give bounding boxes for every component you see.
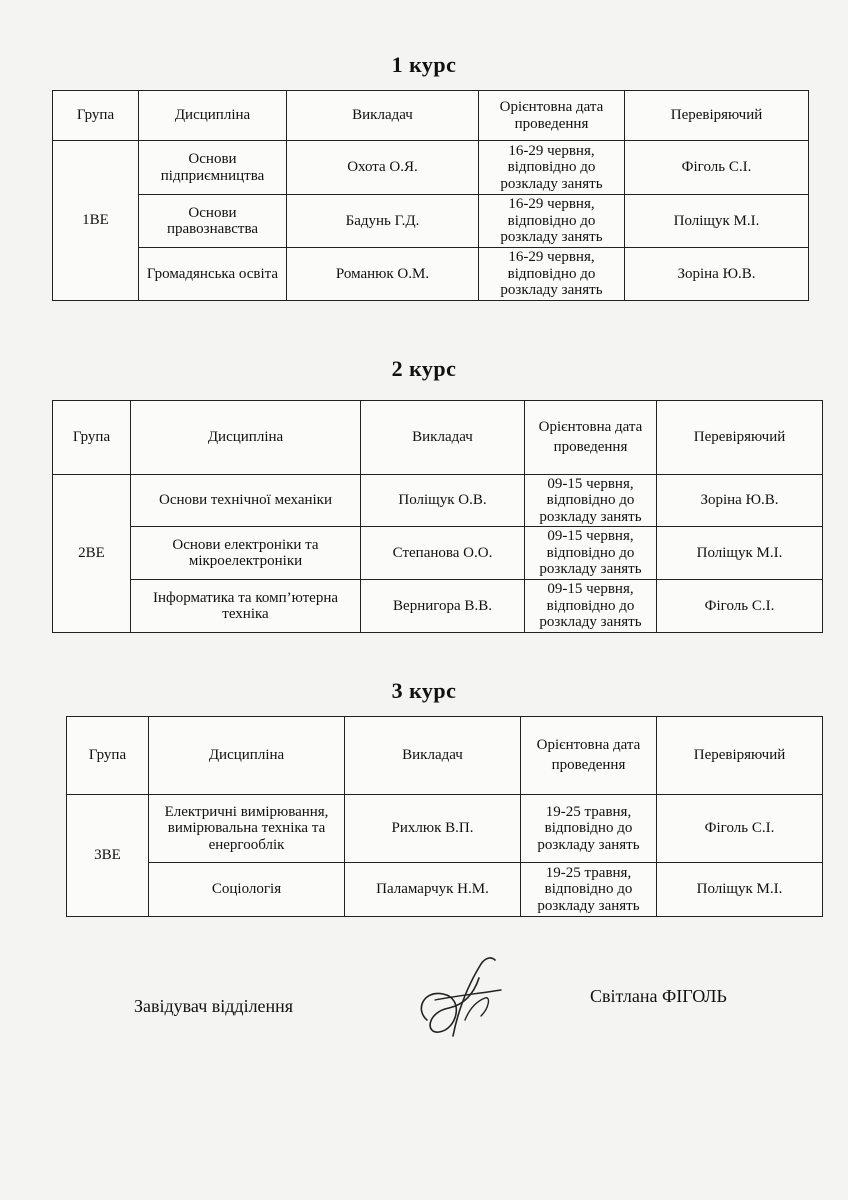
group-cell: 2ВЕ	[53, 475, 131, 633]
discipline-cell: Основи технічної механіки	[131, 475, 361, 527]
course-2-title: 2 курс	[391, 356, 457, 381]
signatory-position: Завідувач відділення	[134, 996, 294, 1016]
header-checker: Перевіряючий	[657, 401, 823, 475]
teacher-cell: Бадунь Г.Д.	[287, 195, 479, 248]
date-cell: 16-29 червня, відповідно до розкладу занять	[479, 195, 625, 248]
signatory-name: Світлана ФІГОЛЬ	[590, 986, 727, 1006]
group-cell: 1ВЕ	[53, 141, 139, 301]
signature-image	[405, 950, 515, 1050]
teacher-cell: Охота О.Я.	[287, 141, 479, 195]
date-cell: 16-29 червня, відповідно до розкладу занять	[479, 248, 625, 301]
header-teacher: Викладач	[287, 91, 479, 141]
teacher-cell: Паламарчук Н.М.	[345, 863, 521, 917]
table-row	[53, 580, 823, 633]
date-cell: 19-25 травня, відповідно до розкладу занять	[521, 795, 657, 863]
table-row	[67, 863, 823, 917]
table-row	[53, 475, 823, 527]
table-row	[53, 248, 809, 301]
header-date: Орієнтовна дата проведення	[525, 401, 657, 475]
teacher-cell: Романюк О.М.	[287, 248, 479, 301]
table-row	[53, 527, 823, 580]
checker-cell: Зоріна Ю.В.	[657, 475, 823, 527]
header-checker: Перевіряючий	[657, 717, 823, 795]
header-discipline: Дисципліна	[139, 91, 287, 141]
course-1-title: 1 курс	[391, 52, 457, 77]
discipline-cell: Інформатика та комп’ютерна техніка	[131, 580, 361, 633]
table-header-row	[67, 717, 823, 795]
discipline-cell: Основи підприємництва	[139, 141, 287, 195]
header-teacher: Викладач	[361, 401, 525, 475]
discipline-cell: Основи електроніки та мікроелектроніки	[131, 527, 361, 580]
checker-cell: Поліщук М.І.	[625, 195, 809, 248]
discipline-cell: Основи правознавства	[139, 195, 287, 248]
course-3-title: 3 курс	[391, 678, 457, 703]
table-header-row	[53, 401, 823, 475]
date-cell: 16-29 червня, відповідно до розкладу занять	[479, 141, 625, 195]
checker-cell: Фіголь С.І.	[625, 141, 809, 195]
checker-cell: Фіголь С.І.	[657, 580, 823, 633]
header-checker: Перевіряючий	[625, 91, 809, 141]
date-cell: 19-25 травня, відповідно до розкладу занять	[521, 863, 657, 917]
header-teacher: Викладач	[345, 717, 521, 795]
date-cell: 09-15 червня, відповідно до розкладу занять	[525, 580, 657, 633]
checker-cell: Поліщук М.І.	[657, 863, 823, 917]
course-3-table	[66, 716, 823, 917]
date-cell: 09-15 червня, відповідно до розкладу занять	[525, 527, 657, 580]
teacher-cell: Поліщук О.В.	[361, 475, 525, 527]
table-row	[67, 795, 823, 863]
teacher-cell: Степанова О.О.	[361, 527, 525, 580]
course-1-table	[52, 90, 809, 301]
table-header-row	[53, 91, 809, 141]
teacher-cell: Рихлюк В.П.	[345, 795, 521, 863]
header-date: Орієнтовна дата проведення	[479, 91, 625, 141]
discipline-cell: Соціологія	[149, 863, 345, 917]
group-cell: 3ВЕ	[67, 795, 149, 917]
header-date: Орієнтовна дата проведення	[521, 717, 657, 795]
header-discipline: Дисципліна	[149, 717, 345, 795]
date-cell: 09-15 червня, відповідно до розкладу занять	[525, 475, 657, 527]
course-2-table	[52, 400, 823, 633]
header-group: Група	[67, 717, 149, 795]
discipline-cell: Електричні вимірювання, вимірювальна техніка та енергооблік	[149, 795, 345, 863]
header-group: Група	[53, 401, 131, 475]
checker-cell: Поліщук М.І.	[657, 527, 823, 580]
header-discipline: Дисципліна	[131, 401, 361, 475]
checker-cell: Фіголь С.І.	[657, 795, 823, 863]
table-row	[53, 141, 809, 195]
header-group: Група	[53, 91, 139, 141]
teacher-cell: Вернигора В.В.	[361, 580, 525, 633]
checker-cell: Зоріна Ю.В.	[625, 248, 809, 301]
table-row	[53, 195, 809, 248]
discipline-cell: Громадянська освіта	[139, 248, 287, 301]
